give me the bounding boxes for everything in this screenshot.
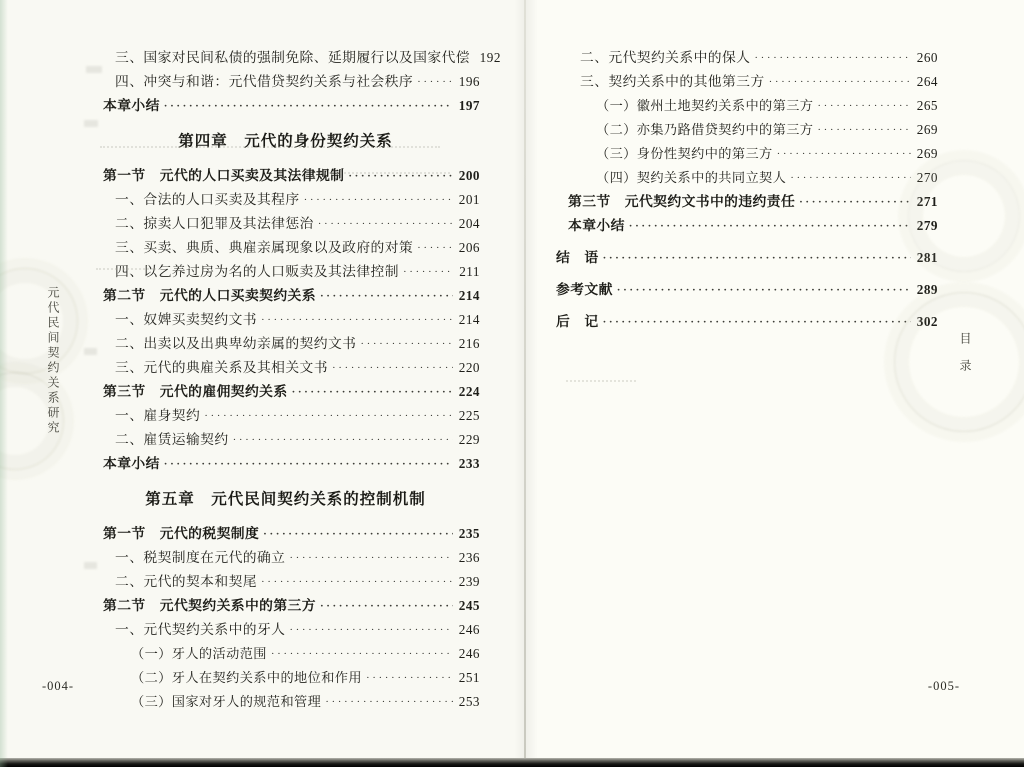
toc-entry — [91, 332, 480, 356]
entry-title: 三、元代的典雇关系及其相关文书 — [115, 360, 328, 375]
toc-entry — [91, 46, 501, 70]
bleedthrough-artifact — [320, 172, 450, 174]
entry-title: （二）亦集乃路借贷契约中的第三方 — [596, 122, 814, 137]
toc-entry — [556, 94, 938, 118]
entry-title: （一）牙人的活动范围 — [131, 646, 267, 661]
entry-title: （二）牙人在契约关系中的地位和作用 — [131, 670, 362, 685]
entry-page-number: 225 — [458, 408, 480, 423]
entry-page-number: 245 — [458, 598, 480, 613]
toc-entry — [556, 46, 938, 70]
toc-entry — [91, 284, 480, 308]
dot-leader — [629, 214, 911, 238]
entry-page-number: 220 — [458, 360, 480, 375]
entry-page-number: 269 — [916, 146, 938, 161]
toc-entry — [556, 142, 938, 166]
entry-title: 三、契约关系中的其他第三方 — [580, 74, 765, 89]
dot-leader — [318, 212, 453, 236]
entry-title: （三）国家对牙人的规范和管理 — [131, 694, 322, 709]
entry-title: 二、雇赁运输契约 — [115, 432, 229, 447]
dot-leader — [817, 94, 911, 118]
entry-title: 第二节 元代的人口买卖契约关系 — [103, 288, 316, 303]
entry-page-number: 214 — [458, 312, 480, 327]
toc-entry — [91, 212, 480, 236]
dot-leader — [417, 70, 453, 94]
entry-page-number: 192 — [479, 50, 501, 65]
toc-entry — [91, 522, 480, 546]
toc-entry — [556, 214, 938, 238]
bleedthrough-artifact — [86, 66, 102, 73]
bleedthrough-artifact — [84, 562, 97, 569]
dot-leader — [164, 94, 453, 118]
medallion-watermark — [0, 268, 78, 374]
bleedthrough-artifact — [84, 120, 98, 127]
dot-leader — [271, 642, 453, 666]
dot-leader — [769, 70, 911, 94]
dot-leader — [289, 618, 453, 642]
right-folio: -005- — [927, 679, 960, 693]
entry-page-number: 281 — [916, 250, 938, 265]
toc-entry — [91, 594, 480, 618]
dot-leader — [348, 164, 453, 188]
dot-leader — [360, 332, 453, 356]
entry-page-number: 264 — [916, 74, 938, 89]
toc-entry — [556, 310, 938, 334]
bleedthrough-artifact — [100, 146, 440, 148]
medallion-watermark — [908, 160, 1020, 272]
dot-leader — [292, 380, 453, 404]
entry-page-number: 239 — [458, 574, 480, 589]
entry-page-number: 253 — [458, 694, 480, 709]
toc-entry — [91, 618, 480, 642]
toc-right-column — [556, 0, 938, 334]
toc-entry — [91, 308, 480, 332]
dot-leader — [777, 142, 911, 166]
entry-page-number: 197 — [458, 98, 480, 113]
dot-leader — [799, 190, 911, 214]
entry-page-number: 233 — [458, 456, 480, 471]
toc-entry — [91, 428, 480, 452]
dot-leader — [325, 690, 453, 714]
bleedthrough-artifact — [84, 348, 97, 355]
toc-margin-label-vertical: 目录 — [958, 332, 972, 386]
entry-page-number: 251 — [458, 670, 480, 685]
entry-page-number: 214 — [458, 288, 480, 303]
toc-entry — [556, 190, 938, 214]
entry-page-number: 200 — [458, 168, 480, 183]
entry-title: 第一节 元代的人口买卖及其法律规制 — [103, 168, 345, 183]
entry-page-number: 196 — [458, 74, 480, 89]
dot-leader — [754, 46, 911, 70]
entry-title: 三、国家对民间私债的强制免除、延期履行以及国家代偿 — [115, 50, 470, 65]
entry-title: （三）身份性契约中的第三方 — [596, 146, 773, 161]
entry-title: 二、元代契约关系中的保人 — [580, 50, 751, 65]
entry-page-number: 279 — [916, 218, 938, 233]
toc-entry — [91, 236, 480, 260]
entry-page-number: 206 — [458, 240, 480, 255]
chapter-heading: 第四章 元代的身份契约关系 — [178, 133, 393, 150]
toc-entry — [91, 94, 480, 118]
dot-leader — [263, 522, 453, 546]
dot-leader — [164, 452, 453, 476]
dot-leader — [790, 166, 911, 190]
entry-title: 四、冲突与和谐：元代借贷契约关系与社会秩序 — [115, 74, 414, 89]
scan-bottom-edge — [0, 758, 1024, 767]
entry-title: 第一节 元代的税契制度 — [103, 526, 260, 541]
toc-entry — [91, 690, 480, 714]
toc-entry — [556, 70, 938, 94]
dot-leader — [261, 570, 453, 594]
entry-title: 三、买卖、典质、典雇亲属现象以及政府的对策 — [115, 240, 414, 255]
entry-title: 一、雇身契约 — [115, 408, 201, 423]
dot-leader — [366, 666, 453, 690]
entry-title: 本章小结 — [103, 456, 160, 471]
entry-page-number: 246 — [458, 622, 480, 637]
entry-title: 后 记 — [556, 314, 599, 329]
bleedthrough-artifact — [96, 268, 156, 270]
entry-page-number: 269 — [916, 122, 938, 137]
entry-title: （一）徽州土地契约关系中的第三方 — [596, 98, 814, 113]
dot-leader — [403, 260, 453, 284]
dot-leader — [617, 278, 911, 302]
dot-leader — [320, 594, 453, 618]
entry-title: 二、掠卖人口犯罪及其法律惩治 — [115, 216, 314, 231]
entry-page-number: 235 — [458, 526, 480, 541]
entry-title: 二、出卖以及出典卑幼亲属的契约文书 — [115, 336, 357, 351]
toc-entry — [91, 452, 480, 476]
dot-leader — [304, 188, 453, 212]
toc-left-column — [91, 0, 501, 714]
entry-title: 结 语 — [556, 250, 599, 265]
dot-leader — [603, 246, 911, 270]
entry-title: 本章小结 — [568, 218, 625, 233]
entry-page-number: 289 — [916, 282, 938, 297]
dot-leader — [233, 428, 453, 452]
entry-page-number: 216 — [458, 336, 480, 351]
entry-title: 一、合法的人口买卖及其程序 — [115, 192, 300, 207]
entry-page-number: 204 — [458, 216, 480, 231]
toc-entry — [91, 356, 480, 380]
entry-page-number: 229 — [458, 432, 480, 447]
entry-title: 一、奴婢买卖契约文书 — [115, 312, 257, 327]
entry-page-number: 224 — [458, 384, 480, 399]
right-page — [526, 0, 1024, 758]
entry-title: 第三节 元代的雇佣契约关系 — [103, 384, 288, 399]
entry-title: 第三节 元代契约文书中的违约责任 — [568, 194, 796, 209]
entry-title: 二、元代的契本和契尾 — [115, 574, 257, 589]
toc-entry — [556, 278, 938, 302]
entry-title: 四、以乞养过房为名的人口贩卖及其法律控制 — [115, 264, 399, 279]
entry-page-number: 270 — [916, 170, 938, 185]
dot-leader — [417, 236, 453, 260]
entry-page-number: 236 — [458, 550, 480, 565]
entry-page-number: 211 — [459, 264, 480, 279]
left-folio: -004- — [42, 679, 75, 693]
toc-entry — [91, 380, 480, 404]
dot-leader — [817, 118, 911, 142]
toc-entry — [91, 70, 480, 94]
entry-title: 第二节 元代契约关系中的第三方 — [103, 598, 316, 613]
dot-leader — [332, 356, 453, 380]
entry-page-number: 302 — [916, 314, 938, 329]
entry-page-number: 260 — [916, 50, 938, 65]
toc-entry — [91, 642, 480, 666]
entry-title: （四）契约关系中的共同立契人 — [596, 170, 787, 185]
entry-title: 参考文献 — [556, 282, 613, 297]
chapter-heading: 第五章 元代民间契约关系的控制机制 — [145, 491, 426, 508]
toc-entry — [91, 164, 480, 188]
toc-entry — [91, 188, 480, 212]
entry-title: 一、元代契约关系中的牙人 — [115, 622, 286, 637]
entry-title: 本章小结 — [103, 98, 160, 113]
dot-leader — [261, 308, 453, 332]
dot-leader — [204, 404, 453, 428]
toc-entry — [556, 166, 938, 190]
entry-page-number: 246 — [458, 646, 480, 661]
spine-title-vertical: 元代民间契约关系研究 — [46, 286, 60, 436]
toc-entry — [91, 260, 480, 284]
dot-leader — [320, 284, 453, 308]
toc-entry — [556, 246, 938, 270]
entry-title: 一、税契制度在元代的确立 — [115, 550, 286, 565]
dot-leader — [603, 310, 911, 334]
toc-entry — [91, 404, 480, 428]
toc-entry — [91, 570, 480, 594]
bleedthrough-artifact — [566, 380, 636, 382]
toc-entry — [91, 666, 480, 690]
toc-entry — [91, 546, 480, 570]
entry-page-number: 271 — [916, 194, 938, 209]
entry-page-number: 265 — [916, 98, 938, 113]
dot-leader — [289, 546, 453, 570]
entry-page-number: 201 — [458, 192, 480, 207]
toc-entry — [556, 118, 938, 142]
